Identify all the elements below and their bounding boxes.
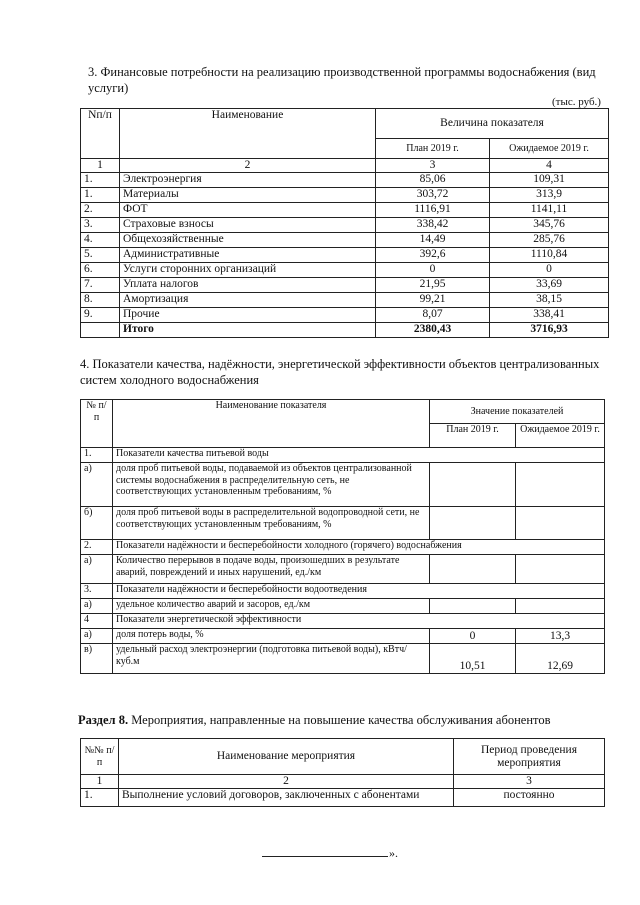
header-expected: Ожидаемое 2019 г. — [490, 139, 609, 159]
table-row — [81, 218, 609, 233]
total-plan: 2380,43 — [376, 323, 490, 338]
row-num: 2. — [81, 203, 120, 218]
table-row — [81, 173, 609, 188]
row-num: а) — [81, 599, 113, 614]
row-expected — [516, 599, 605, 614]
row-num: 1. — [81, 188, 120, 203]
row-name: доля потерь воды, % — [113, 629, 430, 644]
header-name: Наименование — [120, 109, 376, 159]
section3-title: 3. Финансовые потребности на реализацию производственной программы водоснабжения (вид услуги) — [88, 65, 596, 95]
index-cell: 3 — [376, 159, 490, 173]
header-value: Величина показателя — [376, 109, 609, 139]
row-plan: 392,6 — [376, 248, 490, 263]
row-plan — [430, 599, 516, 614]
total-label: Итого — [120, 323, 376, 338]
row-expected: 1141,11 — [490, 203, 609, 218]
row-plan — [430, 507, 516, 540]
row-name: доля проб питьевой воды в распределительной водопроводной сети, не соответствующих установленным требованиям, % — [113, 507, 430, 540]
index-row — [81, 159, 609, 173]
row-num: 9. — [81, 308, 120, 323]
row-expected: 285,76 — [490, 233, 609, 248]
table-row — [81, 233, 609, 248]
row-name: Прочие — [120, 308, 376, 323]
row-name: доля проб питьевой воды, подаваемой из объектов централизованной системы водоснабжения в распределительную сеть, не соответствующих установленным требованиям, % — [113, 463, 430, 507]
m-index-cell: 1 — [81, 775, 119, 789]
table-row — [81, 293, 609, 308]
q-header-plan: План 2019 г. — [430, 424, 516, 448]
index-cell: 4 — [490, 159, 609, 173]
m-header-period: Период проведения мероприятия — [454, 739, 605, 775]
table-row — [81, 263, 609, 278]
measures-table — [80, 738, 605, 807]
table-row — [81, 629, 605, 644]
signature-line — [262, 856, 388, 857]
row-expected — [516, 555, 605, 584]
row-name: удельное количество аварий и засоров, ед./км — [113, 599, 430, 614]
row-num: в) — [81, 644, 113, 674]
table-row — [81, 248, 609, 263]
header-plan: План 2019 г. — [376, 139, 490, 159]
row-name: Количество перерывов в подаче воды, произошедших в результате аварий, повреждений и иных нарушений, ед./км — [113, 555, 430, 584]
row-plan: 10,51 — [430, 644, 516, 674]
row-plan: 14,49 — [376, 233, 490, 248]
row-expected — [516, 507, 605, 540]
row-num: 4. — [81, 233, 120, 248]
section8-text: Мероприятия, направленные на повышение качества обслуживания абонентов — [131, 713, 551, 727]
group-row — [81, 448, 605, 463]
row-expected: 13,3 — [516, 629, 605, 644]
m-row-period: постоянно — [454, 789, 605, 807]
row-plan: 0 — [430, 629, 516, 644]
row-expected: 33,69 — [490, 278, 609, 293]
row-name: Общехозяйственные — [120, 233, 376, 248]
row-num: а) — [81, 629, 113, 644]
row-expected: 0 — [490, 263, 609, 278]
row-plan: 8,07 — [376, 308, 490, 323]
group-row — [81, 584, 605, 599]
row-num: 2. — [81, 540, 113, 555]
section8-title — [78, 712, 608, 728]
row-num: а) — [81, 555, 113, 584]
row-num: 3. — [81, 584, 113, 599]
row-num: 5. — [81, 248, 120, 263]
q-header-name: Наименование показателя — [113, 400, 430, 448]
index-cell: 2 — [120, 159, 376, 173]
m-index-cell: 3 — [454, 775, 605, 789]
row-plan: 0 — [376, 263, 490, 278]
total-expected: 3716,93 — [490, 323, 609, 338]
row-num: 1. — [81, 448, 113, 463]
table-row — [81, 644, 605, 674]
row-name: ФОТ — [120, 203, 376, 218]
row-plan: 99,21 — [376, 293, 490, 308]
total-row — [81, 323, 609, 338]
table-row — [81, 599, 605, 614]
units-label: (тыс. руб.) — [552, 96, 601, 108]
row-name: Уплата налогов — [120, 278, 376, 293]
row-expected: 345,76 — [490, 218, 609, 233]
table-row — [81, 308, 609, 323]
section4-title: 4. Показатели качества, надёжности, энергетической эффективности объектов централизованных систем холодного водоснабжения — [80, 357, 600, 387]
row-num: 8. — [81, 293, 120, 308]
row-expected: 338,41 — [490, 308, 609, 323]
financial-table — [80, 108, 609, 338]
row-expected: 12,69 — [516, 644, 605, 674]
row-name: Материалы — [120, 188, 376, 203]
row-expected: 313,9 — [490, 188, 609, 203]
row-expected — [516, 463, 605, 507]
row-plan: 338,42 — [376, 218, 490, 233]
table-row — [81, 507, 605, 540]
total-num — [81, 323, 120, 338]
row-num: 7. — [81, 278, 120, 293]
q-header-num: № п/п — [81, 400, 113, 448]
row-num: 1. — [81, 173, 120, 188]
m-row-name: Выполнение условий договоров, заключенных с абонентами — [119, 789, 454, 807]
group-name: Показатели энергетической эффективности — [113, 614, 605, 629]
row-name: Амортизация — [120, 293, 376, 308]
m-row — [81, 789, 605, 807]
row-plan: 1116,91 — [376, 203, 490, 218]
row-num: 4 — [81, 614, 113, 629]
table-row — [81, 188, 609, 203]
row-expected: 38,15 — [490, 293, 609, 308]
row-num: 3. — [81, 218, 120, 233]
table-row — [81, 555, 605, 584]
row-plan: 21,95 — [376, 278, 490, 293]
q-header-expected: Ожидаемое 2019 г. — [516, 424, 605, 448]
row-name: Страховые взносы — [120, 218, 376, 233]
row-num: 6. — [81, 263, 120, 278]
group-row — [81, 540, 605, 555]
row-plan: 303,72 — [376, 188, 490, 203]
row-name: Административные — [120, 248, 376, 263]
m-index-cell: 2 — [119, 775, 454, 789]
closing-mark: ». — [389, 846, 398, 860]
q-header-value: Значение показателей — [430, 400, 605, 424]
row-plan — [430, 555, 516, 584]
quality-table — [80, 399, 605, 674]
table-row — [81, 463, 605, 507]
row-name: Электроэнергия — [120, 173, 376, 188]
group-name: Показатели качества питьевой воды — [113, 448, 605, 463]
group-name: Показатели надёжности и бесперебойности водоотведения — [113, 584, 605, 599]
header-num: Nп/п — [81, 109, 120, 159]
row-expected: 1110,84 — [490, 248, 609, 263]
row-plan — [430, 463, 516, 507]
index-cell: 1 — [81, 159, 120, 173]
row-expected: 109,31 — [490, 173, 609, 188]
section8-label: Раздел 8. — [78, 713, 129, 727]
row-name: удельный расход электроэнергии (подготовка питьевой воды), кВтч/куб.м — [113, 644, 430, 674]
m-header-num: №№ п/п — [81, 739, 119, 775]
group-name: Показатели надёжности и бесперебойности холодного (горячего) водоснабжения — [113, 540, 605, 555]
m-row-num: 1. — [81, 789, 119, 807]
group-row — [81, 614, 605, 629]
row-name: Услуги сторонних организаций — [120, 263, 376, 278]
table-row — [81, 278, 609, 293]
table-row — [81, 203, 609, 218]
row-plan: 85,06 — [376, 173, 490, 188]
m-index-row — [81, 775, 605, 789]
m-header-name: Наименование мероприятия — [119, 739, 454, 775]
row-num: а) — [81, 463, 113, 507]
row-num: б) — [81, 507, 113, 540]
